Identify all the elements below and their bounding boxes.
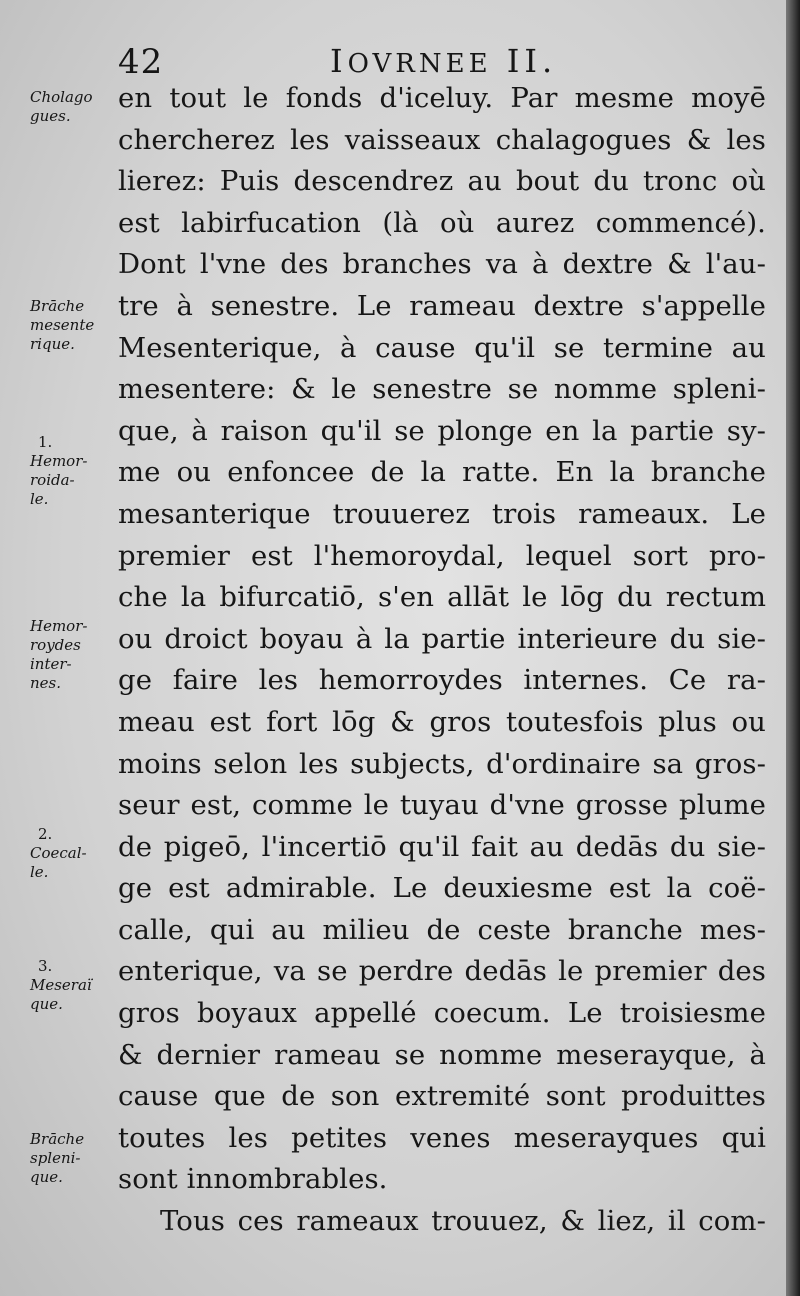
margin-note-line: Coecal- <box>30 844 87 862</box>
margin-note-line: que. <box>30 995 63 1013</box>
margin-note-line: spleni- <box>30 1149 81 1167</box>
text-line-paragraph-start: Tous ces rameaux trouuez, & liez, il com- <box>160 1205 766 1238</box>
margin-note-branche-splenique <box>30 1130 118 1187</box>
text-line: premier est l'hemoroydal, lequel sort pro- <box>118 539 766 572</box>
text-line: Dont l'vne des branches va à dextre & l'au- <box>118 248 766 281</box>
text-line-paragraph-end: sont innombrables. <box>118 1163 388 1196</box>
running-title <box>330 42 557 80</box>
text-line: chercherez les vaisseaux chalagogues & les <box>118 123 766 156</box>
text-line: enterique, va se perdre dedās le premier des <box>118 955 766 988</box>
text-line: moins selon les subjects, d'ordinaire sa gros- <box>118 747 766 780</box>
margin-note-hemorroydes-internes <box>30 617 118 693</box>
margin-note-line: Brāche <box>30 297 85 315</box>
running-title-numeral: II. <box>491 42 558 80</box>
margin-note-branche-mesenterique <box>30 297 118 354</box>
text-line: est labirfucation (là où aurez commencé). <box>118 206 766 239</box>
margin-note-line: le. <box>30 490 49 508</box>
margin-note-coecalle <box>30 825 118 882</box>
text-line: cause que de son extremité sont produittes <box>118 1080 766 1113</box>
text-line: ge faire les hemorroydes internes. Ce ra- <box>118 664 766 697</box>
page-gutter-shadow <box>786 0 800 1296</box>
page-number: 42 <box>118 42 164 82</box>
margin-note-line: Hemor- <box>30 617 88 635</box>
running-title-caps: OVRNEE <box>347 49 492 79</box>
margin-note-line: gues. <box>30 107 71 125</box>
margin-note-line: roida- <box>30 471 75 489</box>
margin-note-line: roydes <box>30 636 81 654</box>
margin-note-line: Cholago <box>30 88 93 106</box>
margin-note-line: rique. <box>30 335 75 353</box>
text-line: me ou enfoncee de la ratte. En la branche <box>118 456 766 489</box>
text-line: Mesenterique, à cause qu'il se termine au <box>118 331 766 364</box>
margin-note-number: 3. <box>38 957 53 975</box>
text-line: che la bifurcatiō, s'en allāt le lōg du rectum <box>118 581 766 614</box>
text-line: tre à senestre. Le rameau dextre s'appelle <box>118 289 766 322</box>
margin-note-line: Meseraï <box>30 976 92 994</box>
margin-note-hemoroidale <box>30 433 118 509</box>
text-line: mesentere: & le senestre se nomme spleni- <box>118 373 766 406</box>
text-line: toutes les petites venes meserayques qui <box>118 1121 766 1154</box>
margin-note-number: 2. <box>38 825 53 843</box>
text-line: gros boyaux appellé coecum. Le troisiesme <box>118 997 766 1030</box>
text-line: calle, qui au milieu de ceste branche mes- <box>118 913 766 946</box>
text-line: & dernier rameau se nomme meserayque, à <box>118 1038 766 1071</box>
margin-note-line: mesente <box>30 316 95 334</box>
text-line: lierez: Puis descendrez au bout du tronc où <box>118 165 766 198</box>
text-line: seur est, comme le tuyau d'vne grosse plume <box>118 789 766 822</box>
main-text-block <box>118 78 766 1243</box>
margin-note-line: inter- <box>30 655 72 673</box>
text-line: en tout le fonds d'iceluy. Par mesme moyē <box>118 82 766 114</box>
text-line: de pigeō, l'incertiō qu'il fait au dedās du sie- <box>118 830 766 863</box>
text-line: meau est fort lōg & gros toutesfois plus ou <box>118 705 766 738</box>
margin-note-meseraique <box>30 957 118 1014</box>
text-line: que, à raison qu'il se plonge en la partie sy- <box>118 414 766 447</box>
text-line: ge est admirable. Le deuxiesme est la coë- <box>118 872 766 905</box>
margin-note-line: Hemor- <box>30 452 88 470</box>
margin-note-cholagogues <box>30 88 118 126</box>
margin-note-number: 1. <box>38 433 53 451</box>
running-title-initial: I <box>330 42 348 80</box>
margin-note-line: Brāche <box>30 1130 85 1148</box>
margin-note-line: nes. <box>30 674 62 692</box>
margin-note-line: que. <box>30 1168 63 1186</box>
text-line: mesanterique trouuerez trois rameaux. Le <box>118 497 766 530</box>
text-line: ou droict boyau à la partie interieure du sie- <box>118 622 766 655</box>
margin-note-line: le. <box>30 863 49 881</box>
